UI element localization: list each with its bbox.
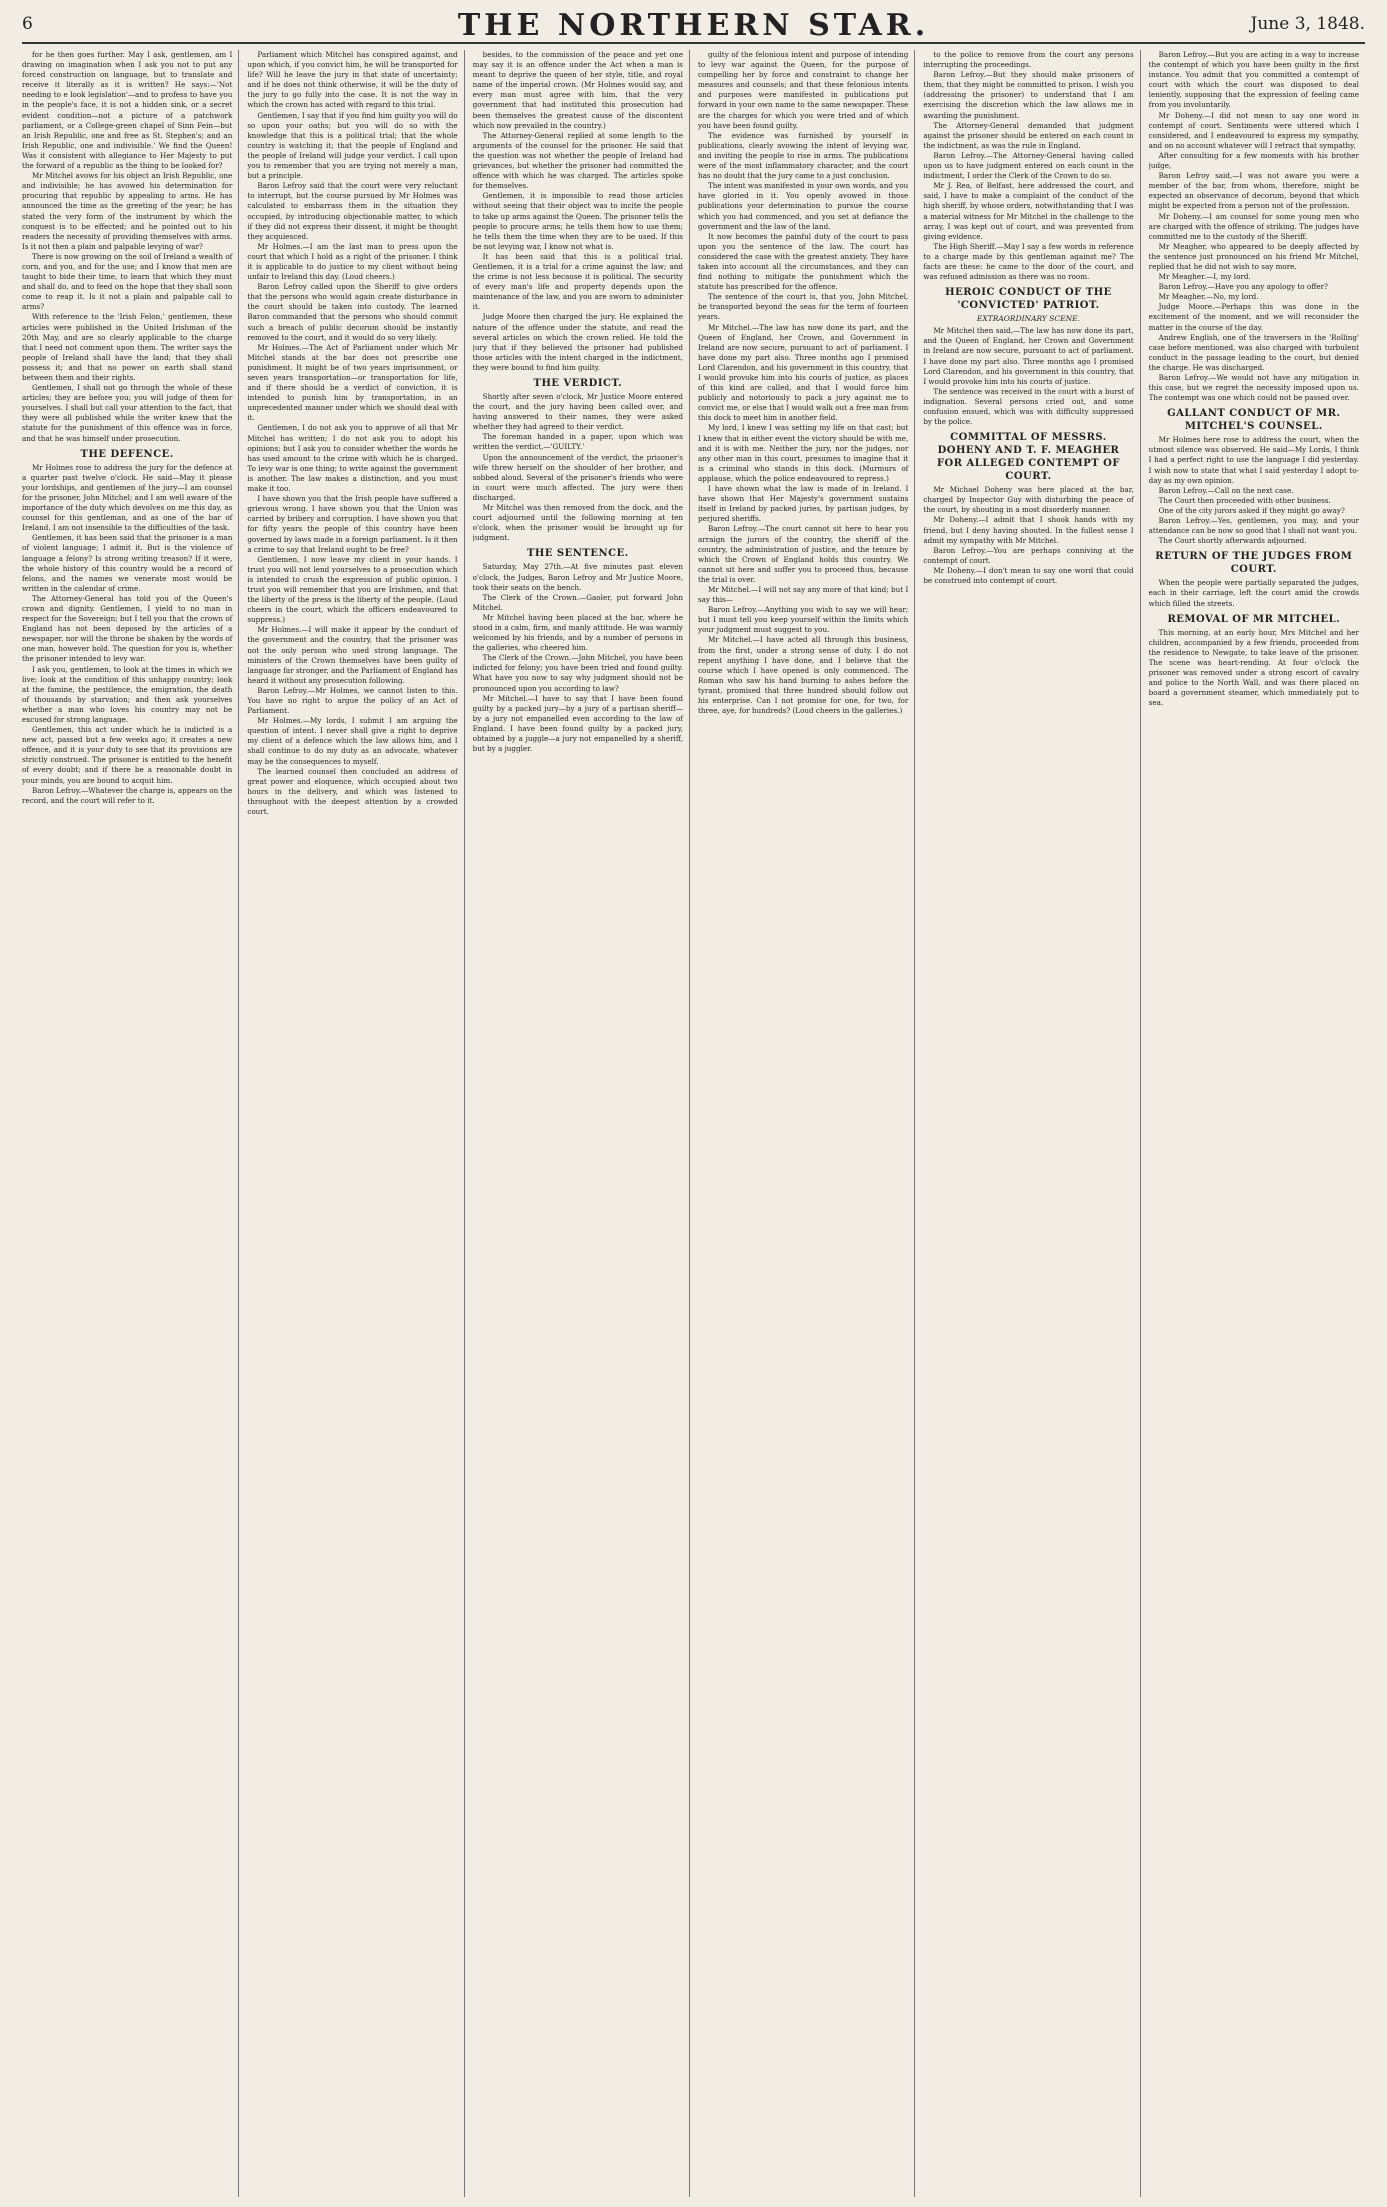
paragraph: Baron Lefroy.—Mr Holmes, we cannot listen to this. You have no right to argue the policy of an Act of Parliament. [247, 685, 458, 716]
paragraph: Mr Holmes.—I am the last man to press upon the court that which I hold as a right of the prisoner. I think it is applicable to do justice to my client without being unfair to Ireland this day. (Loud cheers.) [247, 241, 458, 282]
paragraph: guilty of the felonious intent and purpose of intending to levy war against the Queen, for the purpose of compelling her by force and constraint to change her measures and counsels; and that these felonious intents and purposes were manifested in publications put forward in your own name to the same newspaper. These are the charges for which you were tried and of which you have been found guilty. [697, 50, 909, 130]
section-heading: GALLANT CONDUCT OF MR. MITCHEL'S COUNSEL. [1167, 408, 1341, 433]
paragraph: The Clerk of the Crown.—Gaoler, put forward John Mitchel. [472, 592, 683, 612]
paragraph: Mr Doheny.—I am counsel for some young men who are charged with the offence of striking. The judges have committed me to the custody of the Sheriff. [1148, 211, 1359, 241]
section-heading: THE VERDICT. [533, 378, 623, 389]
paragraph: The Attorney-General replied at some length to the arguments of the counsel for the prisoner. He said that the question was not whether the people of Ireland had grievances, but whether the prisoner had committed the offence with which he was charged. The articles spoke for themselves. [472, 130, 683, 191]
paragraph: The Attorney-General demanded that judgment against the prisoner should be entered on each count in the indictment, as was the rule in England. [923, 120, 1134, 150]
paragraph: Mr Meagher.—No, my lord. [1158, 292, 1259, 302]
column-3 [473, 50, 690, 2197]
paragraph: Mr Holmes.—The Act of Parliament under which Mr Mitchel stands at the bar does not prescribe one punishment. It might be of two years imprisonment, or seven years transportation—or transportation for life, and if there should be a verdict of conviction, it is intended to punish him by transportation, in an unprecedented manner under which we should deal with it. [247, 342, 458, 423]
paragraph: The High Sheriff.—May I say a few words in reference to a charge made by this gentleman against me? The facts are these: he came to the door of the court, and was refused admission as there was no room. [923, 241, 1134, 282]
newspaper-title: THE NORTHERN STAR. [457, 8, 930, 43]
paragraph: Baron Lefroy said that the court were very reluctant to interrupt, but the course pursued by Mr Holmes was calculated to embarrass them in the situation they occupied, by introducing objectionable matter, to which if they did not express their dissent, it might be thought they acquiesced. [247, 181, 458, 241]
paragraph: Gentlemen, I do not ask you to approve of all that Mr Mitchel has written; I do not ask you to adopt his opinions; but I ask you to consider whether the words he has used amount to the crime with which he is charged. To levy war is one thing; to write against the government is another. The law makes a distinction, and you must make it too. [247, 423, 458, 494]
article-columns [22, 50, 1365, 2197]
paragraph: Baron Lefroy.—Have you any apology to offer? [1158, 282, 1328, 292]
paragraph: Parliament which Mitchel has conspired against, and upon which, if you convict him, he will be transported for life? Will he leave the jury in that state of uncertainty; and if he does not think otherwise, it will be the duty of the jury to go fully into the case. It is not the way in which the crown has acted with regard to this trial. [247, 50, 458, 110]
paragraph: Mr Meagher.—I, my lord. [1158, 272, 1251, 282]
paragraph: The foreman handed in a paper, upon which was written the verdict,—'GUILTY.' [472, 432, 683, 452]
paragraph: Judge Moore.—Perhaps this was done in the excitement of the moment, and we will reconsider the matter in the course of the day. [1148, 302, 1359, 332]
paragraph: Mr Mitchel.—I have to say that I have been found guilty by a packed jury—by a jury of a partisan sheriff—by a jury not empanelled even according to the law of England. I have been found guilty by a packed jury, obtained by a juggle—a jury not empanelled by a sheriff, but by a juggler. [472, 693, 683, 754]
paragraph: Mr J. Rea, of Belfast, here addressed the court, and said, I have to make a complaint of the conduct of the high sheriff, by whose orders, notwithstanding that I was a material witness for Mr Mitchel in the challenge to the array, I was kept out of court, and was prevented from giving evidence. [923, 181, 1134, 241]
paragraph: Baron Lefroy.—The Attorney-General having called upon us to have judgment entered on each count in the indictment, I order the Clerk of the Crown to do so. [923, 150, 1134, 181]
paragraph: It now becomes the painful duty of the court to pass upon you the sentence of the law. The court has considered the case with the greatest anxiety. They have taken into account all the circumstances, and they can find nothing to mitigate the punishment which the statute has prescribed for the offence. [697, 231, 909, 292]
paragraph: After consulting for a few moments with his brother judge, [1148, 150, 1359, 171]
paragraph: Saturday, May 27th.—At five minutes past eleven o'clock, the Judges, Baron Lefroy and Mr Justice Moore, took their seats on the bench. [472, 562, 683, 592]
paragraph: Mr Doheny.—I don't mean to say one word that could be construed into contempt of court. [923, 565, 1134, 586]
paragraph: One of the city jurors asked if they might go away? [1158, 505, 1345, 515]
section-heading: THE DEFENCE. [80, 448, 174, 460]
paragraph: Baron Lefroy said,—I was not aware you were a member of the bar, from whom, therefore, might be expected an observance of decorum, beyond that which might be expected from a person not of the profession. [1148, 171, 1359, 211]
paragraph: Baron Lefroy.—But you are acting in a way to increase the contempt of which you have been guilty in the first instance. You admit that you committed a contempt of court with which the court was disposed to deal leniently, supposing that the expression of feeling came from you involuntarily. [1148, 50, 1359, 110]
paragraph: Gentlemen, it has been said that the prisoner is a man of violent language; I admit it. But is the violence of language a felony? Is strong writing treason? If it were, the whole history of this country would be a record of felons, and the names we venerate most would be written in the calendar of crime. [22, 533, 233, 593]
paragraph: besides, to the commission of the peace and yet one may say it is an offence under the Act when a man is meant to deprive the queen of her style, title, and royal name of the imperial crown. (Mr Holmes would say, and every man must agree with him, that the very government that had instituted this prosecution had been themselves the greatest cause of the discontent which now prevailed in the country.) [472, 50, 683, 130]
section-heading: EXTRAORDINARY SCENE. [976, 314, 1081, 324]
paragraph: Baron Lefroy.—Call on the next case. [1158, 485, 1294, 495]
paragraph: Mr Michael Doheny was here placed at the bar, charged by Inspector Guy with disturbing the peace of the court, by shouting in a most disorderly manner. [923, 485, 1134, 515]
paragraph: Mr Doheny.—I admit that I shook hands with my friend, but I deny having shouted. In the fullest sense I admit my sympathy with Mr Mitchel. [923, 515, 1134, 545]
paragraph: Gentlemen, I now leave my client in your hands. I trust you will not lend yourselves to a prosecution which is intended to crush the expression of public opinion. I trust you will remember that you are Irishmen, and that the liberty of the press is the liberty of the people. (Loud cheers in the court, which the officers endeavoured to suppress.) [247, 554, 458, 625]
section-heading: RETURN OF THE JUDGES FROM COURT. [1155, 551, 1353, 576]
paragraph: With reference to the 'Irish Felon,' gentlemen, these articles were published in the United Irishman of the 20th May, and are so clearly applicable to the charge that I need not comment upon them. The writer says the people of Ireland shall have the land; that they shall possess it; and that no power on earth shall stand between them and their rights. [22, 312, 233, 382]
paragraph: Mr Mitchel then said,—The law has now done its part, and the Queen of England, her Crown and Government in Ireland are now secure, pursuant to act of parliament. I have done my part also. Three months ago I promised Lord Clarendon, and his government in this country, that I would provoke him into his courts of justice. [923, 326, 1134, 386]
paragraph: The Attorney-General has told you of the Queen's crown and dignity. Gentlemen, I yield to no man in respect for the Sovereign; but I tell you that the crown of England has not been deposed by the articles of a newspaper, nor will the throne be shaken by the words of one man, however bold. The question for you is, whether the prisoner intended to levy war. [22, 593, 233, 664]
paragraph: Mr Mitchel avows for his object an Irish Republic, one and indivisible; he has avowed his determination for procuring that republic by appealing to arms. He has announced the time as the greeting of the year; he has stated the very form of the instrument by which the conquest is to be effected; and he pointed out to his readers the necessity of providing themselves with arms. Is it not then a plain and palpable levying of war? [22, 171, 233, 251]
column-5 [923, 50, 1140, 2197]
paragraph: Baron Lefroy.—Anything you wish to say we will hear; but I must tell you keep yourself within the limits which your judgment must suggest to you. [697, 605, 909, 635]
paragraph: Mr Holmes.—I will make it appear by the conduct of the government and the country, that the prisoner was not the only person who used strong language. The ministers of the Crown themselves have been guilty of language far stronger, and the Parliament of England has heard it without any prosecution following. [247, 625, 458, 685]
paragraph: Mr Mitchel was then removed from the dock, and the court adjourned until the following morning at ten o'clock, when the prisoner would be brought up for judgment. [472, 503, 683, 543]
column-6 [1149, 50, 1365, 2197]
paragraph: Mr Mitchel having been placed at the bar, where he stood in a calm, firm, and manly attitude. He was warmly welcomed by his friends, and by a number of persons in the galleries, who cheered him. [472, 612, 683, 653]
paragraph: Upon the announcement of the verdict, the prisoner's wife threw herself on the shoulder of her brother, and sobbed aloud. Several of the prisoner's friends who were in court were much affected. The jury were then discharged. [472, 452, 683, 502]
paragraph: My lord, I knew I was setting my life on that cast; but I knew that in either event the victory should be with me, and it is with me. Neither the jury, nor the judges, nor any other man in this court, presumes to imagine that it is a criminal who stands in this dock. (Murmurs of applause, which the police endeavoured to repress.) [697, 423, 909, 483]
paragraph: I have shown you that the Irish people have suffered a grievous wrong. I have shown you that the Union was carried by bribery and corruption. I have shown you that for fifty years the people of this country have been governed by laws made in a foreign parliament. Is it then a crime to say that Ireland ought to be free? [247, 494, 458, 554]
paragraph: Baron Lefroy called upon the Sheriff to give orders that the persons who would again create disturbance in the court should be taken into custody. The learned Baron commanded that the persons who should commit such a breach of public decorum should be instantly removed to the court, and it would do so very likely. [247, 282, 458, 342]
section-heading: THE SENTENCE. [526, 548, 629, 560]
paragraph: Mr Holmes here rose to address the court, when the utmost silence was observed. He said—My Lords, I think I had a perfect right to use the language I did yesterday. I wish now to state that what I said yesterday I adopt to-day as my own opinion. [1148, 435, 1359, 485]
paragraph: The intent was manifested in your own words, and you have gloried in it. You openly avowed in those publications your determination to pursue the course which you had commenced, and you set at defiance the government and the law of the land. [697, 181, 909, 231]
paragraph: Baron Lefroy.—You are perhaps conniving at the contempt of court. [923, 545, 1134, 565]
paragraph: The learned counsel then concluded an address of great power and eloquence, which occupied about two hours in the delivery, and which was listened to throughout with the deepest attention by a crowded court. [247, 766, 458, 817]
section-heading: REMOVAL OF MR MITCHEL. [1167, 613, 1341, 625]
masthead [22, 8, 1365, 44]
paragraph: Baron Lefroy.—The court cannot sit here to hear you arraign the jurors of the country, the sheriff of the country, the administration of justice, and the tenure by which the Crown of England holds this country. We cannot sit here and suffer you to proceed thus, because the trial is over. [697, 524, 909, 584]
paragraph: This morning, at an early hour, Mrs Mitchel and her children, accompanied by a few friends, proceeded from the residence to Newgate, to take leave of the prisoner. The scene was heart-rending. At four o'clock the prisoner was removed under a strong escort of cavalry and police to the North Wall, and was there placed on board a government steamer, which immediately put to sea. [1148, 627, 1359, 708]
paragraph: Baron Lefroy.—But they should make prisoners of them, that they might be committed to prison. I wish you (addressing the prisoner) to understand that I am exercising the discretion which the law allows me in awarding the punishment. [923, 70, 1134, 120]
paragraph: to the police to remove from the court any persons interrupting the proceedings. [923, 50, 1134, 70]
paragraph: Judge Moore then charged the jury. He explained the nature of the offence under the statute, and read the several articles on which the crown relied. He told the jury that if they believed the prisoner had published those articles with the intent charged in the indictment, they were bound to find him guilty. [472, 312, 683, 372]
paragraph: The Court shortly afterwards adjourned. [1158, 536, 1307, 546]
paragraph: Andrew English, one of the traversers in the 'Rolling' case before mentioned, was also charged with turbulent conduct in the passage leading to the court, but denied the charge. He was discharged. [1148, 332, 1359, 372]
paragraph: Baron Lefroy.—We would not have any mitigation in this case, but we regret the necessity imposed upon us. The contempt was one which could not be passed over. [1148, 373, 1359, 403]
paragraph: Mr Meagher, who appeared to be deeply affected by the sentence just pronounced on his friend Mr Mitchel, replied that he did not wish to say more. [1148, 241, 1359, 271]
column-4 [698, 50, 915, 2197]
paragraph: The Court then proceeded with other business. [1158, 495, 1331, 505]
paragraph: Gentlemen, this act under which he is indicted is a new act, passed but a few weeks ago; it creates a new offence, and it is your duty to see that its provisions are strictly construed. The prisoner is entitled to the benefit of every doubt; and if there be a reasonable doubt in your minds, you are bound to acquit him. [22, 725, 233, 785]
paragraph: The sentence of the court is, that you, John Mitchel, be transported beyond the seas for the term of fourteen years. [697, 292, 909, 322]
paragraph: Gentlemen, I shall not go through the whole of these articles; they are before you; you will judge of them for yourselves. I shall but call your attention to the fact, that they were all published while the writer knew that the statute for the punishment of this offence was in force, and that he was himself under prosecution. [22, 383, 233, 443]
paragraph: Mr Mitchel.—The law has now done its part, and the Queen of England, her Crown, and Government in Ireland are now secure, pursuant to act of parliament. I have done my part also. Three months ago I promised Lord Clarendon, and his government in this country, that I would provoke him into his courts of justice, as places of this kind are called, and that I would force him publicly and notoriously to pack a jury against me to convict me, or else that I would walk out a free man from this dock to meet him in another field. [697, 322, 909, 423]
paragraph: I have shown what the law is made of in Ireland. I have shown that Her Majesty's government sustains itself in Ireland by packed juries, by partisan judges, by perjured sheriffs. [697, 484, 909, 524]
paragraph: The sentence was received in the court with a burst of indignation. Several persons cried out, and some confusion ensued, which was with difficulty suppressed by the police. [923, 386, 1134, 427]
column-2 [247, 50, 464, 2197]
paragraph: The Clerk of the Crown.—John Mitchel, you have been indicted for felony; you have been tried and found guilty. What have you now to say why judgment should not be pronounced upon you according to law? [472, 653, 683, 693]
paragraph: The evidence was furnished by yourself in publications, clearly avowing the intent of levying war, and inviting the people to rise in arms. The publications were of the most inflammatory character, and the court has no doubt that the jury came to a just conclusion. [697, 130, 909, 181]
paragraph: Mr Holmes.—My lords, I submit I am arguing the question of intent. I never shall give a right to deprive my client of a defence which the law allows him, and I shall continue to do my duty as an advocate, whatever may be the consequences to myself. [247, 716, 458, 766]
paragraph: Baron Lefroy.—Whatever the charge is, appears on the record, and the court will refer to it. [22, 785, 233, 805]
page-number: 6 [22, 14, 33, 34]
section-heading: COMMITTAL OF MESSRS. DOHENY AND T. F. MEAGHER FOR ALLEGED CONTEMPT OF COURT. [936, 432, 1120, 483]
paragraph: for he then goes further. May I ask, gentlemen, am I drawing on imagination when I ask you not to put any forced construction on language, but to translate and receive it literally as it is written? He says:—'Not needing to e look legislation'—and to profess to have you in the people's face, it is not a hidden sink, or a secret evident condition—not a picture of a patchwork parliament, or a College-green chapel of Sinn Fein—but an Irish Republic, one and free as St. Stephen's; and an Irish Republic, one and indivisible.' We find the Queen! Was it consistent with allegiance to Her Majesty to put the forward of a republic as the thing to be looked for? [22, 50, 233, 171]
paragraph: Gentlemen, I say that if you find him guilty you will do so upon your oaths; but you will do so with the knowledge that this is a political trial; that the whole country is watching it; that the people of England and the people of Ireland will judge your verdict. I call upon you to remember that you are trying not merely a man, but a principle. [247, 110, 458, 181]
paragraph: I ask you, gentlemen, to look at the times in which we live; look at the condition of this unhappy country; look at the famine, the pestilence, the emigration, the death of thousands by starvation; and then ask yourselves whether a man who loves his country may not be excused for strong language. [22, 664, 233, 724]
paragraph: Gentlemen, it is impossible to read those articles without seeing that their object was to incite the people to take up arms against the Queen. The prisoner tells the people to procure arms; he tells them how to use them; he tells them the time when they are to be used. If this be not levying war, I know not what is. [472, 191, 683, 251]
section-heading: HEROIC CONDUCT OF THE 'CONVICTED' PATRIOT. [945, 287, 1112, 312]
paragraph: Mr Holmes rose to address the jury for the defence at a quarter past twelve o'clock. He said—May it please your lordships, and gentlemen of the jury—I am counsel for the prisoner, John Mitchel; and I am well aware of the importance of the duty which devolves on me this day, as counsel for this gentleman, and as one of the bar of Ireland. I am not insensible to the difficulties of the task. [22, 462, 233, 533]
paragraph: Mr Doheny.—I did not mean to say one word in contempt of court. Sentiments were uttered which I considered, and I endeavoured to express my sympathy, and on no account whatever will I retract that sympathy. [1148, 110, 1359, 150]
paragraph: Shortly after seven o'clock, Mr Justice Moore entered the court, and the jury having been called over, and having answered to their names, they were asked whether they had agreed to their verdict. [472, 392, 683, 432]
paragraph: Mr Mitchel.—I have acted all through this business, from the first, under a strong sense of duty. I do not repent anything I have done, and I believe that the course which I have opened is only commenced. The Roman who saw his hand burning to ashes before the tyrant, promised that three hundred should follow out his enterprise. Can I not promise for one, for two, for three, aye, for hundreds? (Loud cheers in the galleries.) [697, 635, 909, 716]
column-1 [22, 50, 239, 2197]
issue-date: June 3, 1848. [1250, 14, 1365, 34]
paragraph: It has been said that this is a political trial. Gentlemen, it is a trial for a crime against the law; and the crime is not less because it is political. The security of every man's life and property depends upon the maintenance of the law, and you are sworn to administer it. [472, 251, 683, 312]
paragraph: Baron Lefroy.—Yes, gentlemen, you may, and your attendance can be now so good that I shall not want you. [1148, 516, 1359, 536]
paragraph: Mr Mitchel.—I will not say any more of that kind; but I say this— [697, 584, 909, 605]
paragraph: When the people were partially separated the judges, each in their carriage, left the court amid the crowds which filled the streets. [1148, 578, 1359, 608]
paragraph: There is now growing on the soil of Ireland a wealth of corn, and you, and for the use; and I know that men are taught to bide their time, to learn that which they must and shall do, and to feed on the hope that they shall soon come to reap it. Is it not a plain and palpable call to arms? [22, 251, 233, 312]
